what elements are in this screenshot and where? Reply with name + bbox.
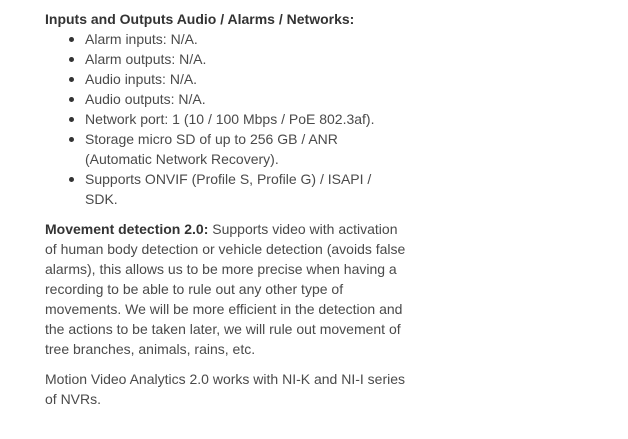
bullet-icon	[69, 77, 74, 82]
movement-detection-paragraph	[45, 219, 407, 359]
spec-item-text: Network port: 1 (10 / 100 Mbps / PoE 802.3af).	[85, 111, 375, 127]
spec-item-audio-outputs	[85, 89, 407, 109]
spec-item-text: Supports ONVIF (Profile S, Profile G) / ISAPI / SDK.	[85, 171, 372, 207]
spec-item-text: Alarm inputs: N/A.	[85, 31, 198, 47]
spec-item-network-port	[85, 109, 407, 129]
spec-item-audio-inputs	[85, 69, 407, 89]
spec-item-text: Audio inputs: N/A.	[85, 71, 198, 87]
bullet-icon	[69, 117, 74, 122]
spec-item-protocols	[85, 169, 407, 209]
product-spec-content	[45, 9, 407, 419]
spec-item-text: Storage micro SD of up to 256 GB / ANR (Automatic Network Recovery).	[85, 131, 338, 167]
spec-item-alarm-outputs	[85, 49, 407, 69]
movement-detection-text: Supports video with activation of human body detection or vehicle detection (avoids false alarms), this allows us to be more precise when having a recording to be able to rule out any other type of movements. We will be more efficient in the detection and the actions to be taken later, we will rule out movement of tree branches, animals, rains, etc.	[45, 221, 406, 357]
spec-item-text: Audio outputs: N/A.	[85, 91, 206, 107]
movement-detection-label: Movement detection 2.0:	[45, 221, 209, 237]
bullet-icon	[69, 177, 74, 182]
io-section-heading: Inputs and Outputs Audio / Alarms / Networks:	[45, 11, 355, 27]
bullet-icon	[69, 57, 74, 62]
spec-item-storage	[85, 129, 407, 169]
bullet-icon	[69, 97, 74, 102]
bullet-icon	[69, 137, 74, 142]
analytics-paragraph: Motion Video Analytics 2.0 works with NI-K and NI-I series of NVRs.	[45, 371, 406, 407]
bullet-icon	[69, 37, 74, 42]
io-spec-list	[45, 29, 407, 209]
spec-item-alarm-inputs	[85, 29, 407, 49]
spec-item-text: Alarm outputs: N/A.	[85, 51, 207, 67]
